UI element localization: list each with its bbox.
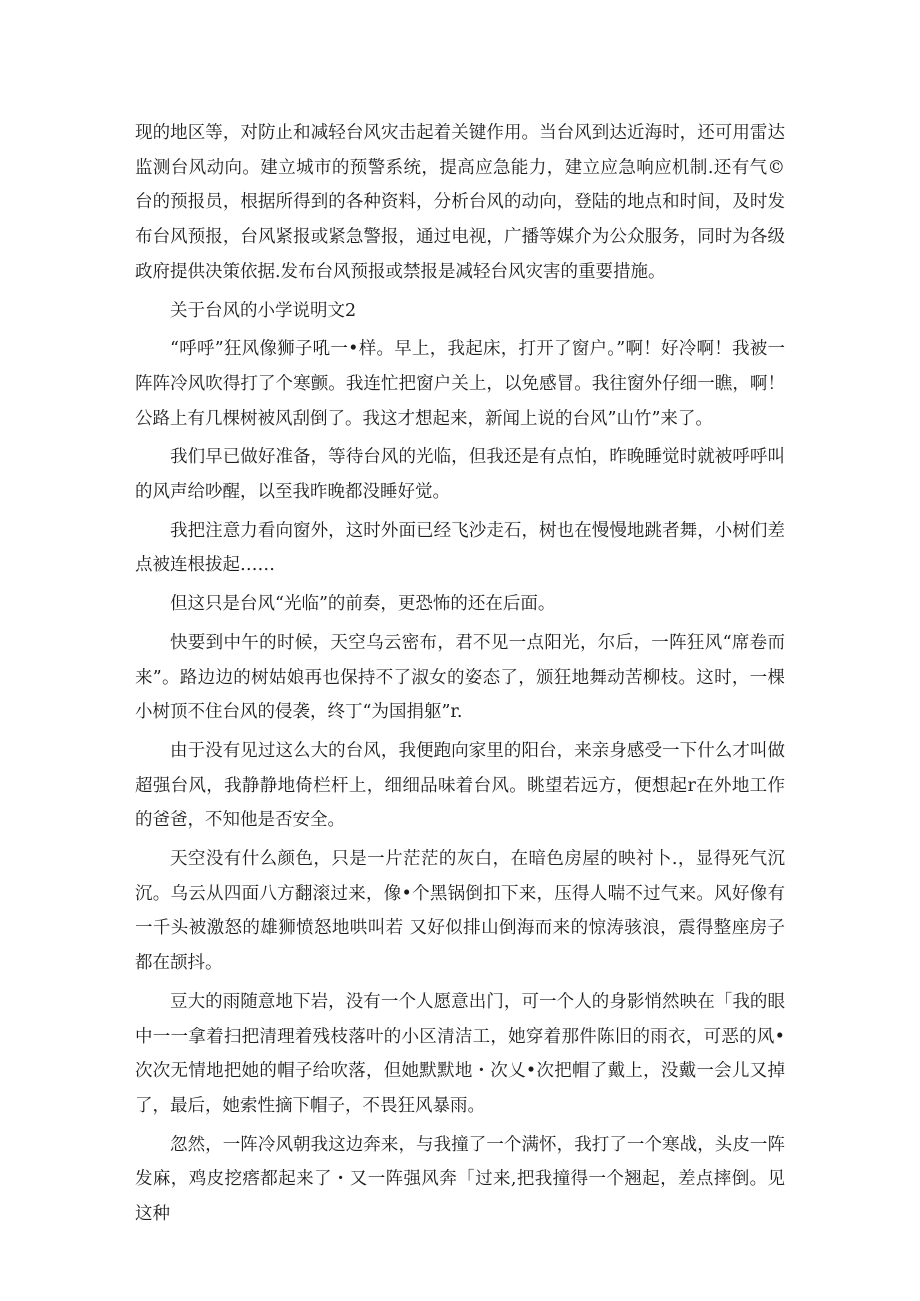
document-body — [135, 116, 785, 1236]
paragraph-cleaner: 豆大的雨随意地下岩，没有一个人愿意出门，可一个人的身影悄然映在「我的眼中一一拿着扫把清理着残枝落叶的小区清洁工，她穿着那件陈旧的雨衣，可恶的风•次次无情地把她的帽子给吹落，但她默默地・次乂•次把帽了戴上，没戴一会儿又掉了，最后，她索性摘下帽子，不畏狂风暴雨。 — [135, 991, 785, 1116]
paragraph-typhoon-warning: 现的地区等，对防止和减轻台风灾击起着关键作用。当台风到达近海时，还可用雷达监测台风动向。建立城市的预警系统，提高应急能力，建立应急响应机制.还有气©台的预报员，根据所得到的各种资料，分析台风的动向，登陆的地点和时间，及时发布台风预报，台风紧报或紧急警报，通过电视，广播等媒介为公众服务，同时为各级政府提供决策依据.发布台风预报或禁报是减轻台风灾害的重要措施。 — [135, 123, 785, 282]
paragraph-window-view: 我把注意力看向窗外，这时外面已经飞沙走石，树也在慢慢地跳者舞，小树们差点被连根拔起…… — [135, 520, 785, 576]
paragraph-balcony: 由于没有见过这么大的台风，我便跑向家里的阳台，来亲身感受一下什么才叫做超强台风，我静静地倚栏杆上，细细品味着台风。眺望若远方，便想起r在外地工作的爸爸，不知他是否安全。 — [135, 740, 785, 831]
paragraph-morning-wind: “呼呼”狂风像狮子吼一•样。早上，我起床，打开了窗户。”啊！好冷啊！我被一阵阵冷风吹得打了个寒颤。我连忙把窗户关上，以免感冒。我往窗外仔细一瞧，啊！公路上有几棵树被风刮倒了。我这才想起来，新闻上说的台风”山竹”来了。 — [135, 339, 785, 429]
paragraph-cold-wind: 忽然，一阵冷风朝我这边奔来，与我撞了一个满怀，我打了一个寒战，头皮一阵发麻，鸡皮挖瘩都起来了・又一阵强风奔「过来,把我撞得一个翘起，差点摔倒。见这种 — [135, 1134, 785, 1225]
paragraph-prepared: 我们早已做好准备，等待台风的光临，但我还是有点怕，昨晚睡觉时就被呼呼叫的风声给吵醒，以至我昨晚都没睡好觉。 — [135, 447, 785, 503]
section-heading: 关于台风的小学说明文2 — [170, 300, 357, 321]
paragraph-sky: 天空没有什么颜色，只是一片茫茫的灰白，在暗色房屋的映衬卜.，显得死气沉沉。乌云从四面八方翻滚过来，像•个黑锅倒扣下来，压得人喘不过气来。风好像有一千头被激怒的雄狮愤怒地哄叫若 又好似排山倒海而来的惊涛骇浪，震得整座房子都在颉抖。 — [135, 849, 785, 974]
paragraph-prelude: 但这只是台风“光临”的前奏，更恐怖的还在后面。 — [170, 594, 556, 615]
paragraph-noon: 快要到中午的时候，天空乌云密布，君不见一点阳光，尔后，一阵狂风“席卷而来”。路边边的树姑娘再也保持不了淑女的姿态了，颁狂地舞动苦柳枝。这时，一棵小树顶不住台风的侵袭，终丁“为国捐躯”r. — [135, 632, 785, 723]
